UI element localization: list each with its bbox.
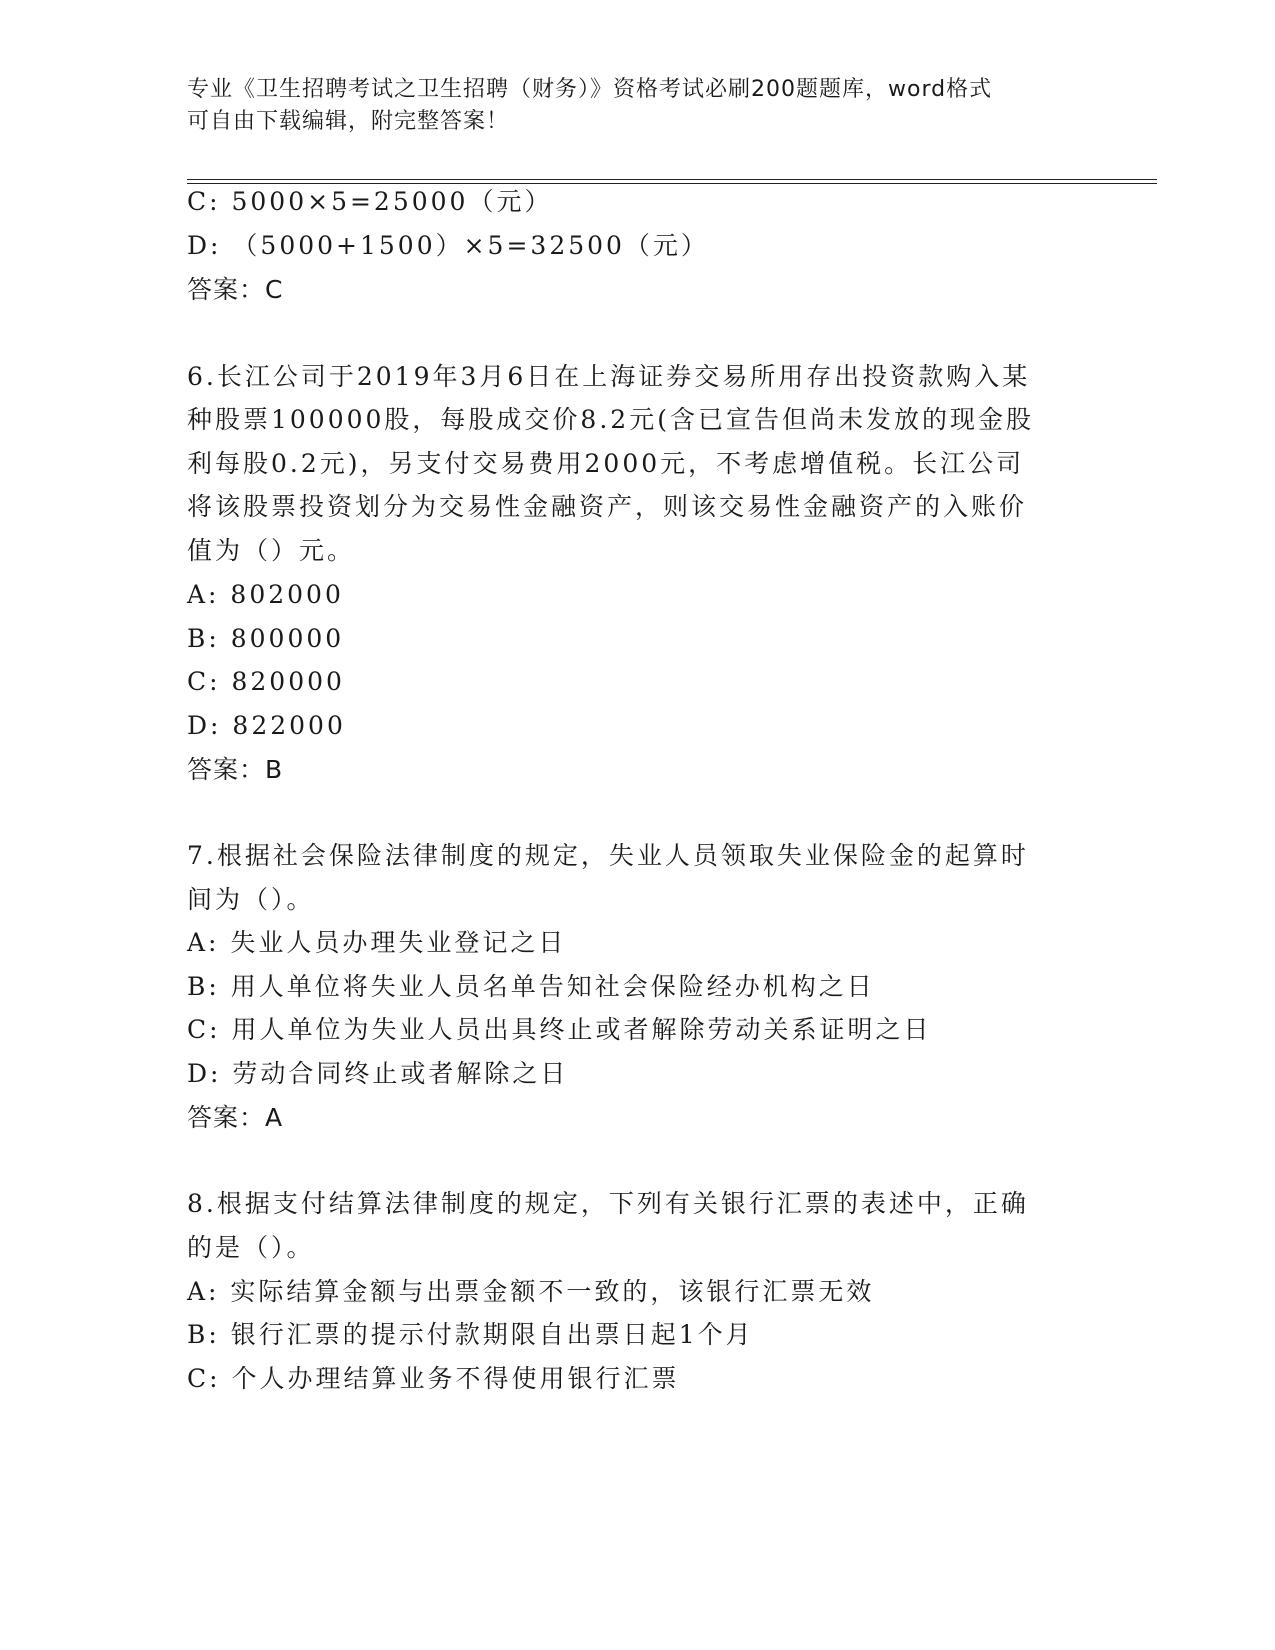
question-8-option-b: B: 银行汇票的提示付款期限自出票日起1个月 [187, 1320, 754, 1349]
question-7-option-d: D: 劳动合同终止或者解除之日 [187, 1059, 569, 1088]
document-header [187, 74, 1087, 138]
question-7-stem-line: 间为（）。 [187, 885, 315, 914]
question-7-option-b: B: 用人单位将失业人员名单告知社会保险经办机构之日 [187, 972, 875, 1001]
prev-option-c: C: 5000×5=25000（元） [187, 187, 553, 216]
question-6-stem-line: 值为（）元。 [187, 536, 356, 565]
question-7-option-c: C: 用人单位为失业人员出具终止或者解除劳动关系证明之日 [187, 1015, 932, 1044]
question-6-stem-line: 6.长江公司于2019年3月6日在上海证券交易所用存出投资款购入某 [187, 362, 1031, 391]
prev-answer: 答案：C [187, 275, 284, 304]
question-7-stem-line: 7.根据社会保险法律制度的规定，失业人员领取失业保险金的起算时 [187, 841, 1029, 870]
question-6-answer: 答案：B [187, 755, 284, 784]
question-8-option-a: A: 实际结算金额与出票金额不一致的，该银行汇票无效 [187, 1277, 875, 1306]
question-8-stem-line: 的是（）。 [187, 1233, 315, 1262]
question-6-stem-line: 种股票100000股，每股成交价8.2元(含已宣告但尚未发放的现金股 [187, 405, 1034, 434]
question-6-option-d: D: 822000 [187, 711, 346, 740]
question-7-answer: 答案：A [187, 1103, 284, 1132]
question-6-option-c: C: 820000 [187, 667, 345, 696]
question-6-stem-line: 将该股票投资划分为交易性金融资产，则该交易性金融资产的入账价 [187, 492, 1028, 521]
prev-option-d: D: （5000+1500）×5=32500（元） [187, 231, 709, 260]
question-6-stem-line: 利每股0.2元)，另支付交易费用2000元，不考虑增值税。长江公司 [187, 449, 1025, 478]
question-7-option-a: A: 失业人员办理失业登记之日 [187, 928, 567, 957]
header-divider-bottom [187, 183, 1157, 184]
question-8-stem-line: 8.根据支付结算法律制度的规定，下列有关银行汇票的表述中，正确 [187, 1189, 1029, 1218]
question-6-option-a: A: 802000 [187, 580, 344, 609]
header-divider-top [187, 179, 1157, 180]
question-6-option-b: B: 800000 [187, 624, 345, 653]
header-line-2: 可自由下载编辑，附完整答案！ [187, 109, 510, 134]
header-line-1: 专业《卫生招聘考试之卫生招聘（财务）》资格考试必刷200题题库，word格式 [187, 77, 993, 102]
question-8-option-c: C: 个人办理结算业务不得使用银行汇票 [187, 1364, 680, 1393]
